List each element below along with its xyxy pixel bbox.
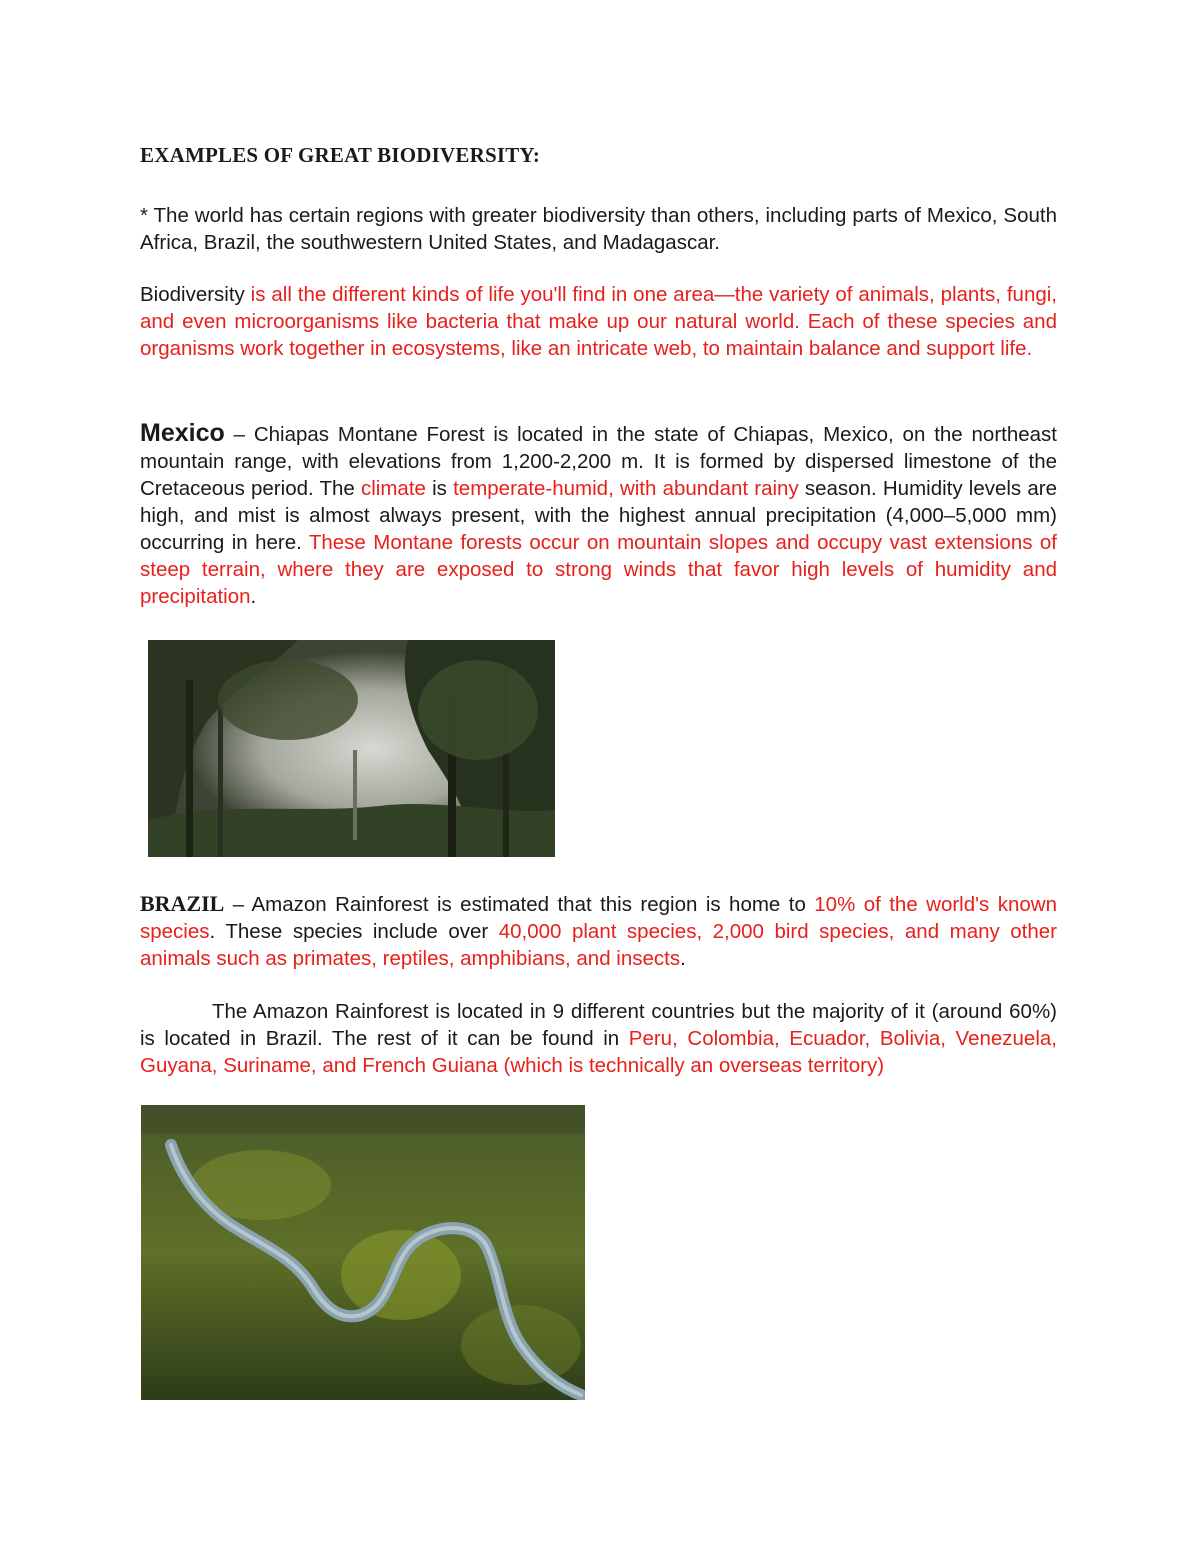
brazil-text-3: . (680, 947, 686, 970)
mexico-text-1: – Chiapas Montane Forest is located in the state of Chiapas, Mexico, on the northeast mountain range, with elevations from 1,200-2,200 m. It is formed by dispersed limestone of the Cretaceous period. The (140, 423, 1057, 500)
mexico-highlight-slopes: These Montane forests occur on mountain slopes and occupy vast extensions of steep terrain, where they are exposed to strong winds that favor high levels of humidity and precipitation (140, 531, 1057, 608)
mexico-highlight-temperate: temperate-humid, with abundant rainy (453, 477, 799, 500)
page-title: EXAMPLES OF GREAT BIODIVERSITY: (140, 143, 541, 167)
brazil-highlight-species: 10% of the world's known species (140, 893, 1057, 943)
definition-text: is all the different kinds of life you'll find in one area—the variety of animals, plants, fungi, and even microorganisms like bacteria that make up our natural world. Each of these species and organisms work together in ecosystems, like an intricate web, to maintain balance and support life. (140, 283, 1057, 360)
mexico-paragraph (140, 420, 1057, 610)
brazil-paragraph (140, 890, 1057, 972)
misty-montane-forest-photo (148, 640, 555, 857)
mexico-text-4: . (250, 585, 257, 608)
brazil-text-2: . These species include over (209, 920, 499, 943)
amazon-paragraph (140, 998, 1057, 1079)
mexico-text-2: is (425, 477, 454, 500)
mexico-text-3: season. Humidity levels are high, and mist is almost always present, with the highest annual precipitation (4,000–5,000 mm) occurring in here. (140, 477, 1057, 554)
mexico-highlight-climate: climate (361, 477, 426, 500)
amazon-text-1: The Amazon Rainforest is located in 9 different countries but the majority of it (around 60%) is located in Brazil. The rest of it can be found in (140, 1000, 1057, 1050)
brazil-heading: BRAZIL (140, 891, 225, 916)
amazon-highlight-countries: Peru, Colombia, Ecuador, Bolivia, Venezuela, Guyana, Suriname, and French Guiana (which is technically an overseas territory) (140, 1027, 1057, 1077)
intro-paragraph: * The world has certain regions with greater biodiversity than others, including parts of Mexico, South Africa, Brazil, the southwestern United States, and Madagascar. (140, 204, 1057, 254)
definition-paragraph (140, 281, 1057, 362)
definition-term: Biodiversity (140, 283, 245, 306)
amazon-river-aerial-photo (141, 1105, 585, 1400)
brazil-text-1: – Amazon Rainforest is estimated that this region is home to (224, 893, 815, 916)
mexico-heading: Mexico (140, 419, 225, 447)
brazil-highlight-counts: 40,000 plant species, 2,000 bird species, and many other animals such as primates, reptiles, amphibians, and insects (140, 920, 1057, 970)
